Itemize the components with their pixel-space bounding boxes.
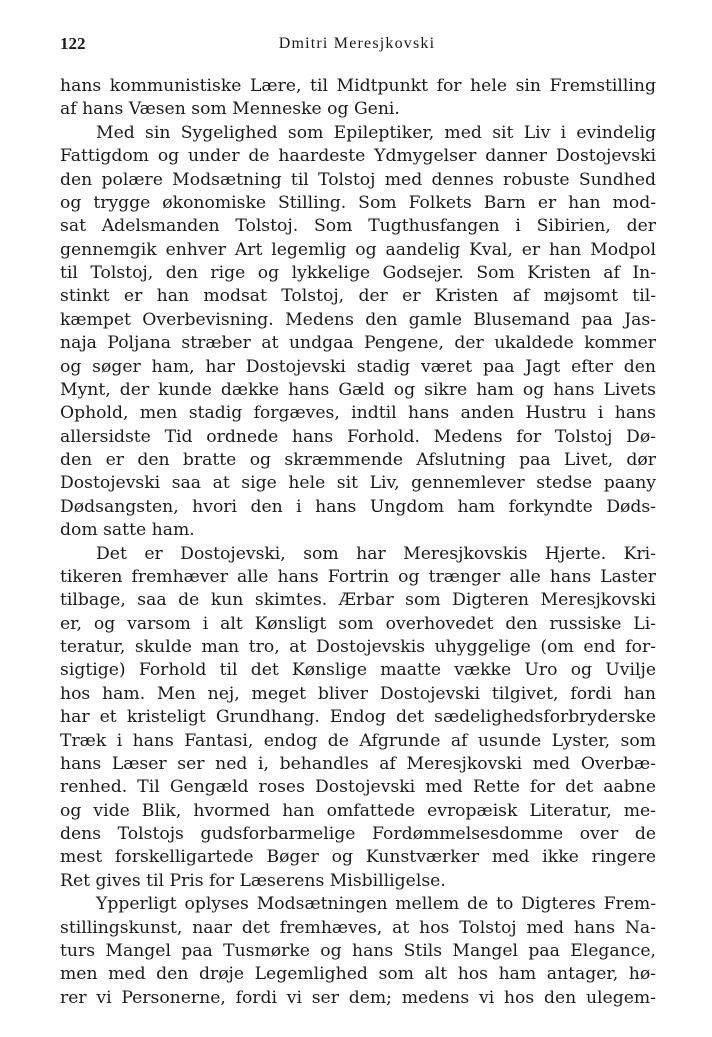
text-line: Træk i hans Fantasi, endog de Afgrunde af usunde Lyster, som — [60, 730, 656, 751]
text-line: men med den drøje Legemlighed som alt hos ham antager, hø- — [60, 964, 656, 985]
text-line: har et kristeligt Grundhang. Endog det sædelighedsforbryderske — [60, 707, 656, 728]
body-text — [60, 75, 656, 1010]
text-line: renhed. Til Gengæld roses Dostojevski med Rette for det aabne — [60, 777, 656, 798]
text-line: den polære Modsætning til Tolstoj med dennes robuste Sundhed — [60, 169, 656, 190]
text-line: dom satte ham. — [60, 520, 195, 541]
text-line: tikeren fremhæver alle hans Fortrin og trænger alle hans Laster — [60, 566, 656, 587]
text-line: og trygge økonomiske Stilling. Som Folkets Barn er han mod- — [60, 192, 656, 213]
text-line: Dødsangsten, hvori den i hans Ungdom ham forkyndte Døds- — [60, 496, 656, 517]
text-line: til Tolstoj, den rige og lykkelige Godsejer. Som Kristen af In- — [60, 263, 656, 283]
text-line: turs Mangel paa Tusmørke og hans Stils Mangel paa Elegance, — [60, 940, 656, 961]
text-line: Ophold, men stadig forgæves, indtil hans anden Hustru i hans — [60, 403, 656, 424]
text-line: sigtige) Forhold til det Kønslige maatte vække Uro og Uvilje — [60, 660, 656, 681]
text-line: allersidste Tid ordnede hans Forhold. Medens for Tolstoj Dø- — [60, 426, 656, 447]
text-line: rer vi Personerne, fordi vi ser dem; medens vi hos den ulegem- — [60, 987, 656, 1008]
text-line: er, og varsom i alt Kønsligt som overhovedet den russiske Li- — [60, 613, 656, 634]
text-line: Det er Dostojevski, som har Meresjkovskis Hjerte. Kri- — [96, 543, 656, 564]
page-header — [60, 34, 654, 58]
text-line: hans Læser ser ned i, behandles af Meresjkovski med Overbæ- — [60, 753, 656, 774]
text-line: mest forskelligartede Bøger og Kunstværker med ikke ringere — [60, 847, 656, 868]
text-line: stillingskunst, naar det fremhæves, at hos Tolstoj med hans Na- — [60, 917, 656, 938]
text-line: Dostojevski saa at sige hele sit Liv, gennemlever stedse paany — [60, 473, 656, 494]
text-line: tilbage, saa de kun skimtes. Ærbar som Digteren Meresjkovski — [60, 590, 656, 611]
text-line: naja Poljana stræber at undgaa Pengene, der ukaldede kommer — [60, 333, 656, 354]
text-line: den er den bratte og skræmmende Afslutning paa Livet, dør — [60, 450, 656, 470]
text-line: og søger ham, har Dostojevski stadig været paa Jagt efter den — [60, 356, 656, 377]
text-line: gennemgik enhver Art legemlig og aandelig Kval, er han Modpol — [60, 239, 656, 260]
running-title: Dmitri Meresjkovski — [278, 35, 436, 52]
text-line: Mynt, der kunde dække hans Gæld og sikre ham og hans Livets — [60, 379, 656, 400]
text-line: teratur, skulde man tro, at Dostojevskis uhyggelige (om end for- — [60, 637, 656, 657]
text-line: dens Tolstojs gudsforbarmelige Fordømmelsesdomme over de — [60, 824, 656, 844]
text-line: Fattigdom og under de haardeste Ydmygelser danner Dostojevski — [60, 146, 656, 167]
text-line: af hans Væsen som Menneske og Geni. — [60, 99, 400, 120]
text-line: sat Adelsmanden Tolstoj. Som Tugthusfangen i Sibirien, der — [60, 216, 656, 237]
page-number: 122 — [60, 34, 86, 53]
text-line: hos ham. Men nej, meget bliver Dostojevski tilgivet, fordi han — [60, 683, 656, 704]
text-line: og vide Blik, hvormed han omfattede evropæisk Literatur, me- — [60, 800, 656, 821]
text-line: hans kommunistiske Lære, til Midtpunkt for hele sin Fremstilling — [60, 76, 656, 96]
text-line: kæmpet Overbevisning. Medens den gamle Blusemand paa Jas- — [60, 309, 656, 330]
text-line: Ret gives til Pris for Læserens Misbilligelse. — [60, 870, 446, 891]
text-line: stinkt er han modsat Tolstoj, der er Kristen af møjsomt til- — [60, 286, 656, 307]
text-line: Med sin Sygelighed som Epileptiker, med sit Liv i evindelig — [96, 122, 656, 143]
text-line: Ypperligt oplyses Modsætningen mellem de to Digteres Frem- — [96, 894, 656, 915]
